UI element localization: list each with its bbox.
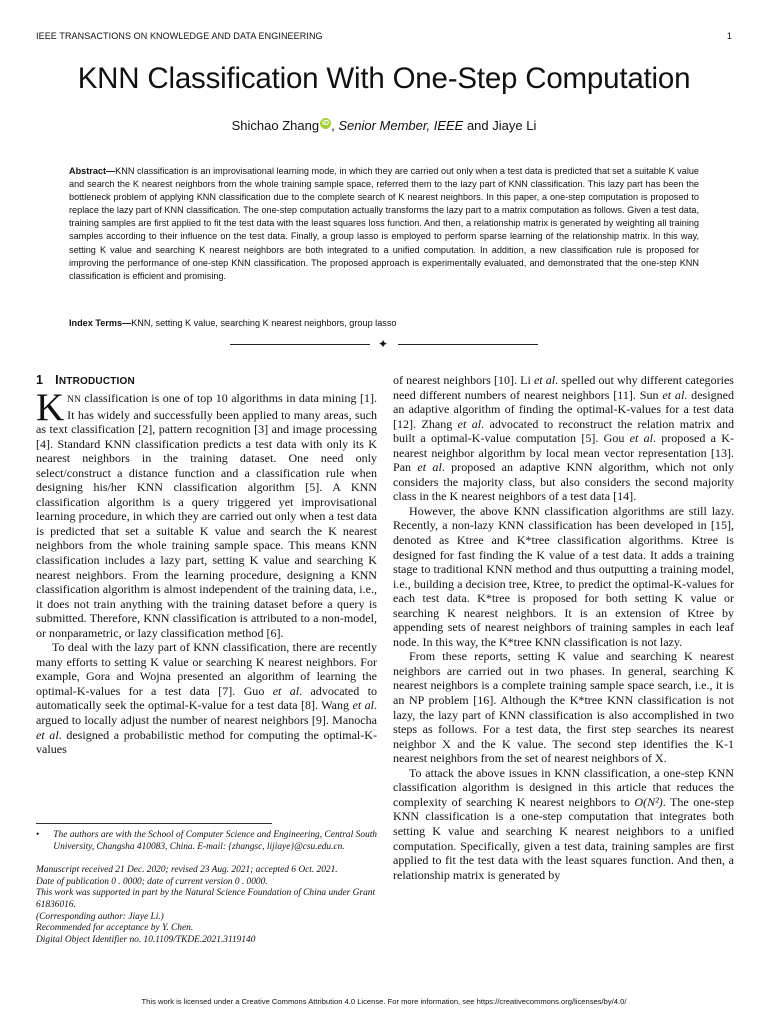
author-line: Shichao Zhang iD , Senior Member, IEEE and Jiaye Li [231,118,537,133]
left-paragraph-1 [36,386,377,640]
right-p1-etal: et al [662,387,685,402]
footnote-line: Recommended for acceptance by Y. Chen. [36,923,194,934]
right-p1-d: . advocated to reconstruct the relation matrix and built a optimal-K-value computation [5]. Gou [393,416,734,446]
section-separator [230,337,538,351]
right-p1-f: . proposed an adaptive KNN algorithm, which not only considers the majority class, but also considers the second majority class in the K nearest neighbors of a test data [14]. [393,460,734,504]
section-title-rest: NTRODUCTION [58,376,135,387]
paper-title: KNN Classification With One-Step Computation [77,62,691,95]
journal-name: IEEE TRANSACTIONS ON KNOWLEDGE AND DATA ENGINEERING [36,31,323,41]
right-p4-a: To attack the above issues in KNN classification, a one-step KNN classification algorithm is designed in this article that reduces the complexity of searching K nearest neighbors to [393,765,734,809]
left-p2-etal: et al [352,698,374,713]
complexity-math: O(N²) [634,794,663,809]
left-column [36,386,377,757]
right-p4-b: . The one-step KNN classification is a one-step computation that integrates both setting K value and searching K nearest neighbors to a unified computation. Specifically, given a test data, training samples are first applied to fit the test data with the least squares function. And then, a relationship matrix is generated by [393,794,735,882]
abstract-text: KNN classification is an improvisational learning mode, in which they are carried out only when a test data is predicted that set a suitable K value and search the K nearest neighbors from the whole training sample space, referred them to the lazy part of KNN classification. This lazy part has been the bottleneck problem of applying KNN classification due to the complete search of K nearest neighbors. In this paper, a one-step computation is proposed to replace the lazy part of KNN classification. The one-step computation actually transforms the lazy part to a matrix computation as follows. Given a test data, training samples are first applied to fit the test data with the least squares loss function. And then, a relationship matrix is generated by weighting all training samples according to their influence on the test data. Finally, a group lasso is employed to perform sparse learning of the relationship matrix. In this way, setting K value and searching K nearest neighbors are both integrated to a unified computation. In addition, a new classification rule is proposed for improving the performance of one-step KNN classification. The proposed approach is experimentally evaluated, and demonstrated that the one-step KNN classification is efficient and promising. [69,166,699,281]
affiliation-note [36,830,377,853]
right-p1-b: . spelled out why different categories need different numbers of nearest neighbors [11]. Sun [393,373,734,402]
left-p2-etal: et al [272,683,300,698]
index-terms-label: Index Terms— [69,318,132,328]
bullet-icon: • [36,830,40,840]
left-p2-b: . advocated to automatically seek the optimal-K-value for a test data [8]. Wang [36,683,377,713]
right-p1-etal: et al [417,460,442,475]
left-p2-etal: et al [36,727,59,742]
footnotes [36,830,377,946]
left-p2-c: . argued to locally adjust the number of nearest neighbors [9]. Manocha [36,698,377,728]
right-paragraph-2: However, the above KNN classification algorithms are still lazy. Recently, a non-lazy KNN classification has been developed in [15], denoted as Ktree and K*tree classification algorithms. Ktree is designed for fast finding the K value of a test data. It adds a training stage to traditional KNN method and thus outputting a training model, i.e., building a decision tree, Ktree, to predict the optimal-K-values for each test data. K*tree is proposed for both setting K value or searching K nearest neighbors. It is an extension of Ktree by appending sets of nearest neighbors of training samples in each leaf node. In this way, the K*tree KNN classification is not lazy. [393,503,734,649]
left-p2-a: To deal with the lazy part of KNN classification, there are recently many efforts to setting K value or searching K nearest neighbors. For example, Gora and Wojna presented an algorithm of learning the optimal-K-values for a test data [7]. Guo [36,640,377,698]
index-terms-text: KNN, setting K value, searching K nearest neighbors, group lasso [131,318,397,328]
license-notice[interactable]: This work is licensed under a Creative Commons Attribution 4.0 License. For more information, see https://creativecommons.org/licenses/by/4.0/ [141,997,627,1006]
separator-line-right [398,344,538,345]
separator-line-left [230,344,370,345]
section-title-first: I [55,373,59,387]
right-p1-c: . designed an adaptive algorithm of finding the optimal-K-values for a test data [12]. Zhang [393,387,734,431]
section-number: 1 [36,373,44,387]
page-number: 1 [726,31,732,41]
right-paragraph-4 [393,766,734,882]
diamond-icon: ✦ [378,337,389,351]
abstract-label: Abstract— [69,166,116,176]
running-header [36,31,732,41]
dropcap-rest: NN [67,395,81,405]
footnote-line: (Corresponding author: Jiaye Li.) [36,911,164,922]
footnote-line: Date of publication 0 . 0000; date of current version 0 . 0000. [36,876,268,887]
right-p1-a: of nearest neighbors [10]. Li [393,373,534,387]
author-1: Shichao Zhang [231,118,320,133]
abstract [69,165,699,283]
affiliation-text: The authors are with the School of Computer Science and Engineering, Central South University, Changsha 410083, China. E-mail: {zhangsc, lijiaye}@csu.edu.cn. [53,830,377,852]
right-p1-etal: et al [533,373,556,387]
right-p1-etal: et al [457,416,482,431]
section-heading [36,373,135,387]
left-p1-text: classification is one of top 10 algorithms in data mining [1]. It has widely and successfully been applied to many areas, such as text classification [2], pattern recognition [3] and image processing [4]. Standard KNN classification predicts a test data with only its K nearest neighbors in the training dataset. One need only select/construct a distance function and a classification rule when designing his/her KNN classification algorithm [5]. A KNN classification algorithm is a query triggered yet improvisational learning procedure, in which they are carried out only when a test data is predicted that set a suitable K value and search the K nearest neighbors from the whole training sample space. This means KNN classification includes a lazy part, setting K value and searching K nearest neighbors. From the learning procedure, designing a KNN classification algorithm is almost independent of the training data, i.e., it does not train anything with the training dataset before a query is submitted. Therefore, KNN classification is attributed to a non-model, or nonparametric, or lazy classification method [6]. [36,391,377,640]
footnote-line: Manuscript received 21 Dec. 2020; revised 23 Aug. 2021; accepted 6 Oct. 2021. [36,865,338,876]
author-role: Senior Member, IEEE [338,118,464,133]
left-p2-d: . designed a probabilistic method for computing the optimal-K-values [36,727,377,757]
orcid-icon[interactable]: iD [322,120,330,127]
footnote-line: This work was supported in part by the Natural Science Foundation of China under Grant 61836016. [36,888,376,910]
doi-line[interactable]: Digital Object Identifier no. 10.1109/TKDE.2021.3119140 [36,934,256,945]
right-paragraph-1 [393,373,734,504]
right-p1-e: . proposed a K-nearest neighbor algorithm by local mean vector representation [13]. Pan [393,431,734,475]
right-column [393,373,734,882]
dropcap: K [36,386,65,429]
right-p1-etal: et al [629,431,653,446]
author-2: and Jiaye Li [466,118,537,133]
index-terms [69,317,699,330]
left-paragraph-2 [36,640,377,756]
footnote-rule [36,823,272,824]
right-paragraph-3: From these reports, setting K value and searching K nearest neighbors are carried out in two phases. In general, searching K nearest neighbors is a complete training sample space search, i.e., it is an NP problem [16]. Although the K*tree KNN classification is not lazy, the lazy part of KNN classification is also accomplished in two steps as follows. For a test data, the first step searches its nearest neighbor X and the K value. The second step identifies the K-1 nearest neighbors from the set of nearest neighbors of X. [393,649,734,766]
manuscript-notes [36,865,377,946]
